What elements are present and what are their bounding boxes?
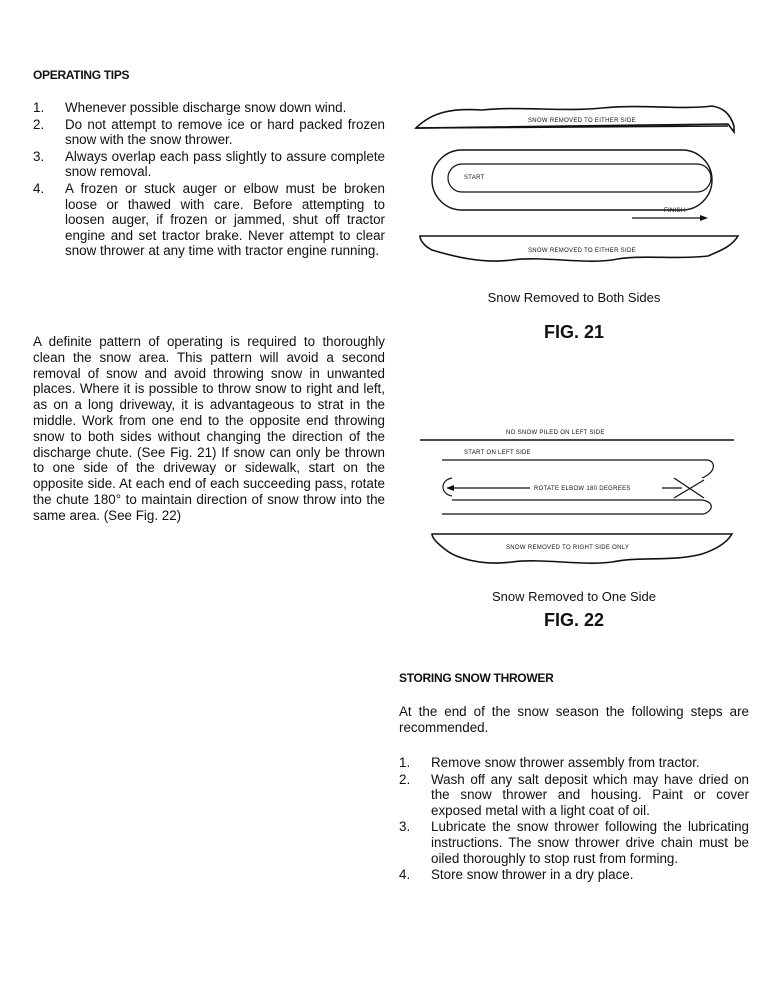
list-item [399,772,749,819]
operating-tips-heading: OPERATING TIPS [33,68,130,82]
fig21-top-edge [416,126,728,128]
item-text: Whenever possible discharge snow down wind. [65,100,347,115]
fig22-rotate-label: ROTATE ELBOW 180 DEGREES [534,486,631,492]
list-item [399,755,749,771]
item-number: 1. [399,755,411,770]
item-text: Wash off any salt deposit which may have dried on the snow thrower and housing. Paint or cover exposed metal with a light coat of oil. [431,771,749,818]
fig21-finish-label: FINISH [664,208,686,214]
fig21-bottom-label: SNOW REMOVED TO EITHER SIDE [528,248,636,254]
fig22-top-label: NO SNOW PILED ON LEFT SIDE [506,430,605,436]
list-item [33,181,385,259]
item-number: 1. [33,100,45,115]
item-number: 2. [33,116,45,132]
item-text: A frozen or stuck auger or elbow must be broken loose or thawed with care. Before attempting to loosen auger, if frozen or jammed, shut off tractor engine and set tractor brake. Never attempt to clear snow thrower at any time with tractor engine running. [65,180,385,259]
fig21-top-label: SNOW REMOVED TO EITHER SIDE [528,118,636,124]
item-text: Remove snow thrower assembly from tractor. [431,755,700,770]
list-item [33,117,385,148]
fig21-diagram [412,100,742,270]
operating-tips-list [33,100,385,260]
list-item [399,819,749,866]
list-item [399,867,749,883]
fig21-caption: Snow Removed to Both Sides [487,290,661,305]
fig22-label: FIG. 22 [543,610,605,630]
fig22-diagram [412,426,742,576]
storing-steps-list [399,755,749,884]
item-text: Lubricate the snow thrower following the lubricating instructions. The snow thrower drive chain must be oiled thoroughly to stop rust from forming. [431,819,749,866]
item-text: Store snow thrower in a dry place. [431,867,634,883]
operating-pattern-paragraph: A definite pattern of operating is required to thoroughly clean the snow area. This pattern will avoid a second removal of snow and avoid throwing snow in unwanted places. Where it is possible to throw snow to right and left, as on a long driveway, it is advantageous to strat in the middle. Work from one end to the opposite end throwing snow to both sides without changing the direction of the discharge chute. (See Fig. 21) If snow can only be thrown to one side of the driveway or sidewalk, start on the opposite side. At each end of each succeeding pass, rotate the chute 180° to maintain direction of snow throw into the same area. (See Fig. 22) [33,334,385,523]
fig22-turn-right-2 [702,500,711,514]
fig22-pass-2-arrowhead [446,485,454,491]
storing-heading: STORING SNOW THROWER [399,671,554,685]
list-item [33,149,385,180]
fig22-bottom-label: SNOW REMOVED TO RIGHT SIDE ONLY [506,545,630,551]
item-number: 4. [33,180,45,196]
fig21-start-label: START [464,175,485,181]
item-text: Do not attempt to remove ice or hard packed frozen snow with the snow thrower. [65,116,385,148]
item-number: 3. [33,148,45,164]
item-number: 2. [399,771,411,787]
storing-intro: At the end of the snow season the following steps are recommended. [399,704,749,735]
fig22-start-label: START ON LEFT SIDE [464,450,531,456]
fig21-inner-loop [448,164,711,192]
item-text: Always overlap each pass slightly to assure complete snow removal. [65,148,385,180]
list-item [33,100,385,116]
fig21-label: FIG. 21 [543,322,605,342]
item-number: 4. [399,867,411,883]
fig22-turn-right [702,460,713,478]
item-number: 3. [399,819,411,835]
fig21-finish-arrowhead [700,215,708,221]
fig22-caption: Snow Removed to One Side [491,589,657,604]
